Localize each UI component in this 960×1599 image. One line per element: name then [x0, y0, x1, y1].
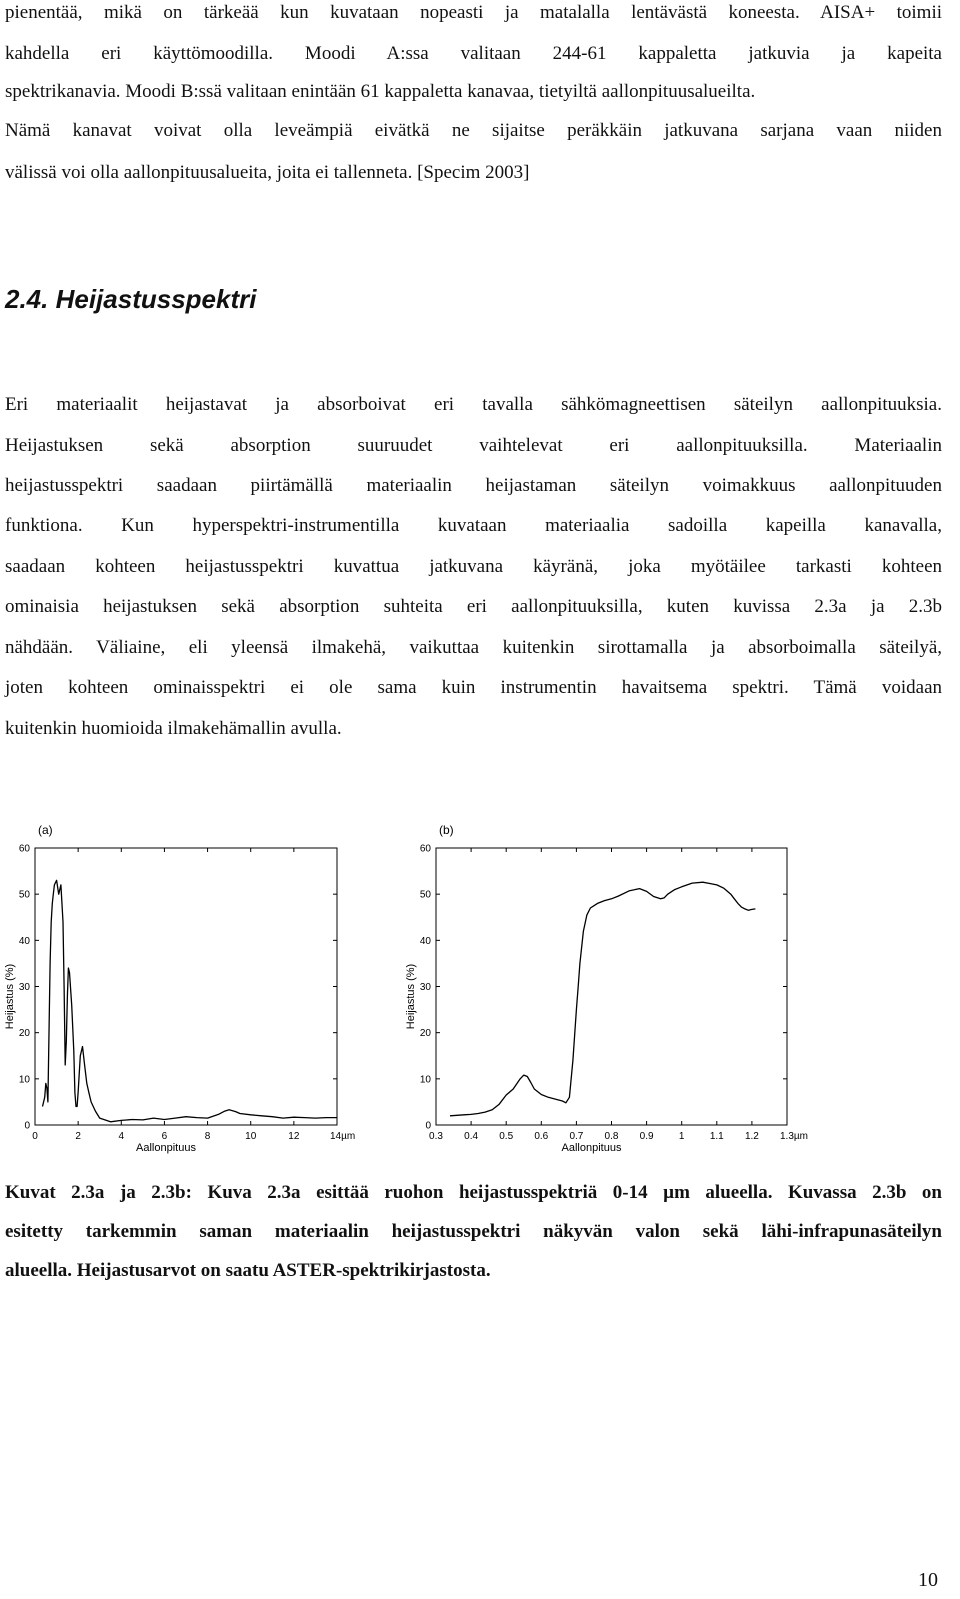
- body-line-1: Eri materiaalit heijastavat ja absorboivat eri tavalla sähkömagneettisen säteilyn aallonpituuksia.: [5, 394, 942, 415]
- x-tick-label: 0.6: [534, 1131, 549, 1142]
- y-tick-label: 20: [419, 1028, 431, 1040]
- chart-b: [405, 823, 808, 1154]
- y-tick-label: 20: [18, 1028, 30, 1040]
- body-line-5: saadaan kohteen heijastusspektri kuvattua jatkuvana käyränä, joka myötäilee tarkasti kohteen: [5, 556, 942, 577]
- chart-a: [4, 823, 355, 1154]
- y-axis-label: Heijastus (%): [405, 963, 417, 1030]
- x-tick-label: 1.1: [709, 1131, 724, 1142]
- y-axis-label: Heijastus (%): [4, 963, 16, 1030]
- x-tick-label: 1: [678, 1131, 685, 1142]
- intro-line-1: pienentää, mikä on tärkeää kun kuvataan nopeasti ja matalalla lentävästä koneesta. AISA+ toimii: [5, 2, 942, 23]
- plot-frame: [35, 848, 337, 1125]
- x-tick-label: 4: [118, 1131, 125, 1142]
- x-tick-label: 0.5: [499, 1131, 514, 1142]
- x-tick-label: 0.8: [604, 1131, 619, 1142]
- x-tick-label: 2: [75, 1131, 81, 1142]
- y-tick-label: 60: [419, 843, 431, 855]
- caption-line-3: alueella. Heijastusarvot on saatu ASTER-spektrikirjastosta.: [5, 1260, 491, 1281]
- plot-frame: [436, 848, 787, 1125]
- y-tick-label: 50: [419, 889, 431, 901]
- intro-line-2: kahdella eri käyttömoodilla. Moodi A:ssa valitaan 244-61 kappaletta jatkuvia ja kapeita: [5, 43, 942, 64]
- y-tick-label: 40: [18, 935, 30, 947]
- body-line-3: heijastusspektri saadaan piirtämällä materiaalin heijastaman säteilyn voimakkuus aallonpituuden: [5, 475, 942, 496]
- y-tick-label: 30: [419, 982, 431, 993]
- caption-line-1: Kuvat 2.3a ja 2.3b: Kuva 2.3a esittää ruohon heijastusspektriä 0-14 µm alueella. Kuvassa 2.3b on: [5, 1182, 942, 1203]
- y-tick-label: 10: [18, 1074, 30, 1086]
- intro-line-3: spektrikanavia. Moodi B:ssä valitaan enintään 61 kappaletta kanavaa, tietyiltä aallonpituusalueilta.: [5, 81, 756, 102]
- page-number: 10: [918, 1569, 938, 1591]
- caption-line-2: esitetty tarkemmin saman materiaalin heijastusspektri näkyvän valon sekä lähi-infrapunasäteilyn: [5, 1221, 942, 1242]
- y-tick-label: 0: [425, 1120, 431, 1132]
- y-tick-label: 60: [18, 843, 30, 855]
- y-tick-label: 30: [18, 982, 30, 993]
- body-line-7: nähdään. Väliaine, eli yleensä ilmakehä, vaikuttaa kuitenkin sirottamalla ja absorboimalla säteilyä,: [5, 637, 942, 658]
- x-tick-label: 0.4: [464, 1131, 479, 1142]
- x-tick-label: 14µm: [330, 1131, 356, 1142]
- panel-label: (b): [439, 823, 454, 837]
- panel-label: (a): [38, 823, 53, 837]
- x-axis-label: Aallonpituus: [561, 1142, 622, 1154]
- x-tick-label: 0.7: [569, 1131, 584, 1142]
- x-tick-label: 12: [288, 1131, 300, 1142]
- x-tick-label: 1.2: [744, 1131, 759, 1142]
- section-heading: 2.4. Heijastusspektri: [5, 284, 257, 314]
- body-line-2: Heijastuksen sekä absorption suuruudet vaihtelevat eri aallonpituuksilla. Materiaalin: [5, 435, 942, 456]
- x-tick-label: 1.3µm: [780, 1131, 808, 1142]
- body-line-4: funktiona. Kun hyperspektri-instrumentilla kuvataan materiaalia sadoilla kapeilla kanavalla,: [5, 515, 942, 536]
- y-tick-label: 50: [18, 889, 30, 901]
- x-tick-label: 8: [204, 1131, 211, 1142]
- figure-spectra: [0, 815, 960, 1160]
- x-tick-label: 6: [161, 1131, 168, 1142]
- x-tick-label: 0: [32, 1131, 38, 1142]
- body-line-9: kuitenkin huomioida ilmakehämallin avulla.: [5, 718, 342, 739]
- spectrum-line: [43, 880, 338, 1122]
- x-tick-label: 0.9: [639, 1131, 654, 1142]
- y-tick-label: 0: [24, 1120, 30, 1132]
- spectra-figure-svg: [0, 815, 960, 1160]
- x-tick-label: 10: [245, 1131, 257, 1142]
- intro-line-5: välissä voi olla aallonpituusalueita, joita ei tallenneta. [Specim 2003]: [5, 162, 530, 183]
- x-tick-label: 0.3: [429, 1131, 443, 1142]
- spectrum-line: [450, 882, 755, 1116]
- y-tick-label: 40: [419, 935, 431, 947]
- body-line-6: ominaisia heijastuksen sekä absorption suhteita eri aallonpituuksilla, kuten kuvissa 2.3a ja 2.3b: [5, 596, 942, 617]
- x-axis-label: Aallonpituus: [136, 1142, 196, 1154]
- intro-line-4: Nämä kanavat voivat olla leveämpiä eivätkä ne sijaitse peräkkäin jatkuvana sarjana vaan niiden: [5, 120, 942, 141]
- y-tick-label: 10: [419, 1074, 431, 1086]
- body-line-8: joten kohteen ominaisspektri ei ole sama kuin instrumentin havaitsema spektri. Tämä voidaan: [5, 677, 942, 698]
